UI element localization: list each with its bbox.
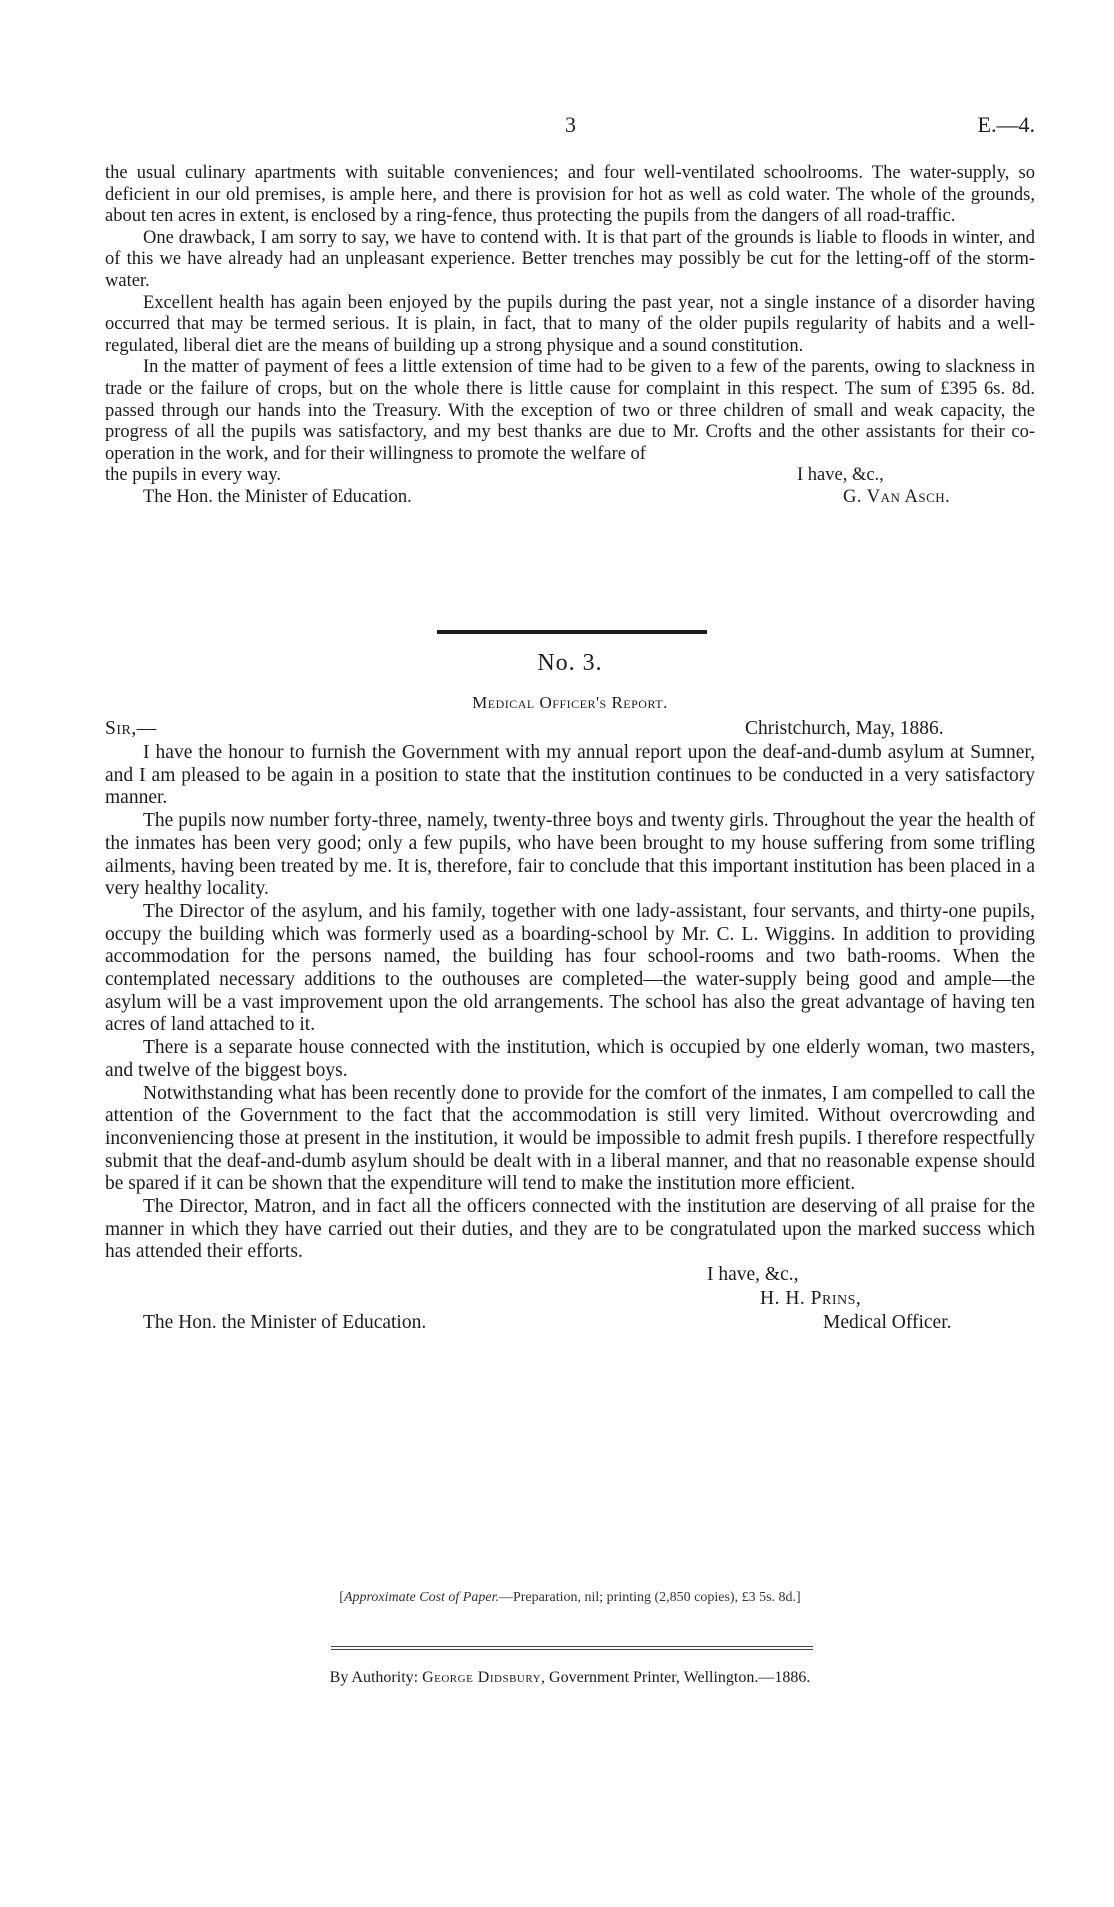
paragraph: One drawback, I am sorry to say, we have to contend with. It is that part of the grounds is liable to floods in winter, and of this we have already had an unpleasant experience. Better trenches may possibly be cut for the letting-off of the storm-water.	[105, 227, 1035, 291]
closing-line	[105, 465, 1035, 487]
closing-phrase-line	[105, 1264, 1035, 1288]
cost-text: —Preparation, nil; printing (2,850 copies), £3 5s. 8d.	[498, 1590, 797, 1605]
closing-phrase: I have, &c.,	[797, 465, 884, 486]
signatory-line	[105, 1288, 1035, 1312]
closing-phrase: I have, &c.,	[707, 1264, 799, 1286]
signatory-title: Medical Officer.	[823, 1312, 952, 1334]
printer-suffix: , Government Printer, Wellington.—1886.	[541, 1669, 811, 1686]
document-reference: E.—4.	[977, 112, 1035, 137]
section-divider	[437, 630, 707, 634]
paragraph: Excellent health has again been enjoyed by the pupils during the past year, not a single instance of a disorder having occurred that may be termed serious. It is plain, in fact, that to many of the older pupils regularity of habits and a well-regulated, liberal diet are the means of building up a strong physique and a sound constitution.	[105, 292, 1035, 356]
paragraph: The pupils now number forty-three, namely, twenty-three boys and twenty girls. Throughout the year the health of the inmates has been very good; only a few pupils, who have been brought to my house suffering from some trifling ailments, having been treated by me. It is, therefore, fair to conclude that this important institution has been placed in a very healthy locality.	[105, 810, 1035, 900]
addressee: The Hon. the Minister of Education.	[143, 487, 412, 508]
paragraph: The Director, Matron, and in fact all the officers connected with the institution are deserving of all praise for the manner in which they have carried out their duties, and they are to be congratulated upon the marked success which has attended their efforts.	[105, 1196, 1035, 1263]
paragraph: the usual culinary apartments with suitable conveniences; and four well-ventilated schoolrooms. The water-supply, so deficient in our old premises, is ample here, and there is provision for hot as well as cold water. The whole of the grounds, about ten acres in extent, is enclosed by a ring-fence, thus protecting the pupils from the dangers of all road-traffic.	[105, 163, 1035, 227]
cost-label: Approximate Cost of Paper.	[343, 1590, 499, 1605]
salutation-line	[105, 718, 1035, 742]
cost-note: [Approximate Cost of Paper.—Preparation, nil; printing (2,850 copies), £3 5s. 8d.]	[339, 1590, 801, 1605]
place-date: Christchurch, May, 1886.	[745, 718, 944, 739]
paragraph: In the matter of payment of fees a little extension of time had to be given to a few of the parents, owing to slackness in trade or the failure of crops, but on the whole there is little cause for complaint in this respect. The sum of £395 6s. 8d. passed through our hands into the Treasury. With the exception of two or three children of small and weak capacity, the progress of all the pupils was satisfactory, and my best thanks are due to Mr. Crofts and the other assistants for their co-operation in the work, and for their willingness to promote the welfare of	[105, 357, 1035, 464]
signatory: H. H. Prins,	[760, 1288, 862, 1310]
paragraph: Notwithstanding what has been recently done to provide for the comfort of the inmates, I am compelled to call the attention of the Government to the fact that the accommodation is still very limited. Without overcrowding and inconveniencing those at present in the institution, it would be impossible to admit fresh pupils. I therefore respectfully submit that the deaf-and-dumb asylum should be dealt with in a liberal manner, and that no reasonable expense should be spared if it can be shown that the expenditure will tend to make the institution more efficient.	[105, 1082, 1035, 1195]
page-number: 3	[565, 112, 576, 137]
signature-line	[105, 487, 1035, 509]
page-header	[105, 112, 1035, 142]
addressee: The Hon. the Minister of Education.	[143, 1312, 427, 1334]
section-number: No. 3.	[537, 650, 603, 676]
printer-imprint	[105, 1669, 1035, 1687]
salutation: Sir,—	[105, 718, 157, 739]
paragraph: I have the honour to furnish the Government with my annual report upon the deaf-and-dumb asylum at Sumner, and I am pleased to be again in a position to state that the institution continues to be conducted in a very satisfactory manner.	[105, 742, 1035, 809]
section-title: Medical Officer's Report.	[472, 693, 668, 712]
authority-prefix: By Authority:	[329, 1669, 419, 1686]
paragraph: The Director of the asylum, and his family, together with one lady-assistant, four servants, and thirty-one pupils, occupy the building which was formerly used as a boarding-school by Mr. C. L. Wiggins. In addition to providing accommodation for the persons named, the building has four school-rooms and two bath-rooms. When the contemplated necessary additions to the outhouses are completed—the water-supply being good and ample—the asylum will be a vast improvement upon the old arrangements. The school has also the great advantage of having ten acres of land attached to it.	[105, 900, 1035, 1036]
signatory: G. Van Asch.	[843, 487, 951, 508]
signature-line	[105, 1312, 1035, 1336]
report-continuation	[105, 163, 1035, 509]
printer-name: George Didsbury	[422, 1669, 542, 1686]
medical-report	[105, 718, 1035, 1336]
paragraph: There is a separate house connected with the institution, which is occupied by one elderly woman, two masters, and twelve of the biggest boys.	[105, 1037, 1035, 1081]
footer-divider	[331, 1646, 813, 1650]
paragraph-last-line: the pupils in every way.	[105, 465, 282, 486]
